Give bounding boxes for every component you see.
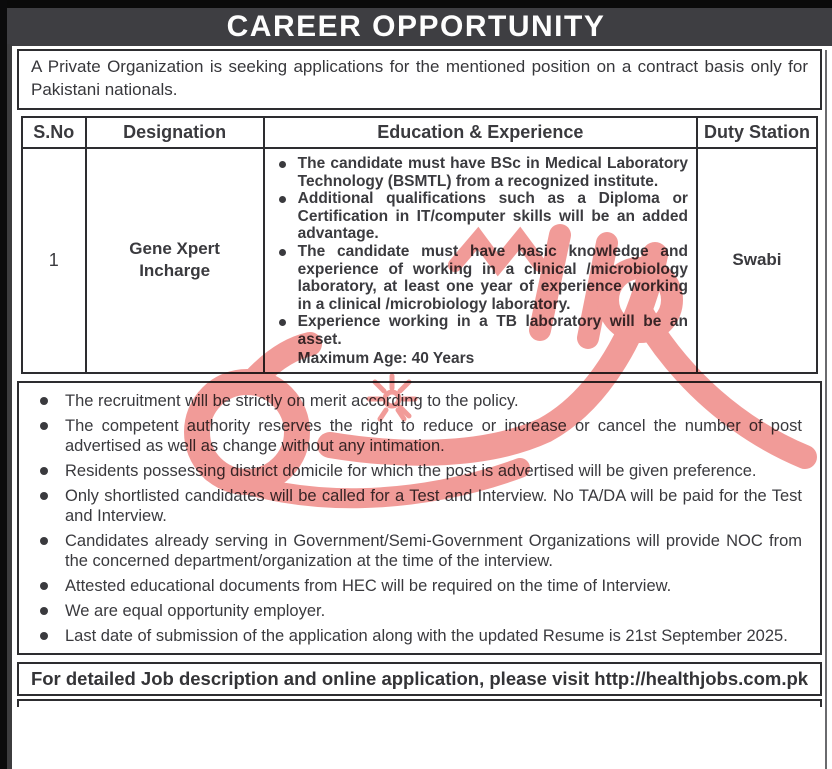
term-text: Attested educational documents from HEC will be required on the time of Interview.: [65, 576, 672, 595]
bullet-icon: [279, 196, 286, 203]
term-item: [31, 626, 808, 646]
designation-text: Gene Xpert Incharge: [129, 239, 220, 281]
education-item: [269, 243, 688, 313]
term-item: [31, 601, 808, 621]
max-age-note: Maximum Age: 40 Years: [297, 349, 475, 367]
bullet-icon: [279, 319, 286, 326]
positions-table: [21, 116, 818, 374]
col-header-duty-station: Duty Station: [697, 117, 817, 148]
table-row: [22, 148, 817, 373]
next-ad-edge: [17, 699, 822, 707]
bullet-icon: [40, 582, 48, 590]
col-header-education: Education & Experience: [264, 117, 697, 148]
col-header-sno: S.No: [22, 117, 86, 148]
term-item: [31, 486, 808, 526]
cell-sno: 1: [22, 148, 86, 373]
ad-content: [17, 49, 822, 707]
education-item-text: The candidate must have BSc in Medical Laboratory Technology (BSMTL) from a recognized institute.: [297, 155, 688, 190]
cell-duty-station: Swabi: [697, 148, 817, 373]
term-text: Only shortlisted candidates will be called for a Test and Interview. No TA/DA will be paid for the Test and Interview.: [65, 486, 802, 525]
term-item: [31, 531, 808, 571]
page-edge-left-inner: [7, 44, 12, 769]
education-item-text: Experience working in a TB laboratory will be an asset.: [297, 313, 688, 348]
bullet-icon: [279, 249, 286, 256]
bullet-icon: [40, 467, 48, 475]
term-text: Candidates already serving in Government/Semi-Government Organizations will provide NOC from the concerned department/organization at the time of the interview.: [65, 531, 802, 570]
intro-text: A Private Organization is seeking applications for the mentioned position on a contract basis only for Pakistani nationals.: [31, 57, 808, 99]
bullet-icon: [40, 537, 48, 545]
education-item-text: Additional qualifications such as a Diploma or Certification in IT/computer skills will be an added advantage.: [297, 190, 688, 243]
term-item: [31, 461, 808, 481]
cell-designation: [86, 148, 264, 373]
page-edge-left: [0, 0, 7, 769]
cell-education: [264, 148, 697, 373]
term-text: The recruitment will be strictly on merit according to the policy.: [65, 391, 519, 410]
bullet-icon: [40, 492, 48, 500]
term-item: [31, 416, 808, 456]
term-text: We are equal opportunity employer.: [65, 601, 326, 620]
bullet-icon: [40, 422, 48, 430]
term-item: [31, 576, 808, 596]
term-item: [31, 391, 808, 411]
education-list: [269, 155, 688, 349]
term-text: Residents possessing district domicile for which the post is advertised will be given preference.: [65, 461, 757, 480]
footer-box: [17, 662, 822, 696]
bullet-icon: [40, 397, 48, 405]
title-band: [0, 0, 832, 46]
education-item: [269, 313, 688, 348]
bullet-icon: [279, 161, 286, 168]
bullet-icon: [40, 632, 48, 640]
terms-box: [17, 381, 822, 655]
intro-box: [17, 49, 822, 110]
term-text: The competent authority reserves the right to reduce or increase or cancel the number of post advertised as well as change without any intimation.: [65, 416, 802, 455]
footer-text: For detailed Job description and online application, please visit http://healthjobs.com.pk: [30, 667, 809, 689]
education-item: [269, 190, 688, 243]
bullet-icon: [40, 607, 48, 615]
col-header-designation: Designation: [86, 117, 264, 148]
education-item-text: The candidate must have basic knowledge and experience of working in a clinical /microbiology laboratory, at least one year of experience working in a clinical /microbiology laboratory.: [297, 242, 688, 313]
education-item: [269, 155, 688, 190]
term-text: Last date of submission of the application along with the updated Resume is 21st September 2025.: [65, 626, 788, 645]
page-title: CAREER OPPORTUNITY: [226, 10, 606, 43]
page-edge-right: [825, 50, 827, 769]
table-header-row: [22, 117, 817, 148]
